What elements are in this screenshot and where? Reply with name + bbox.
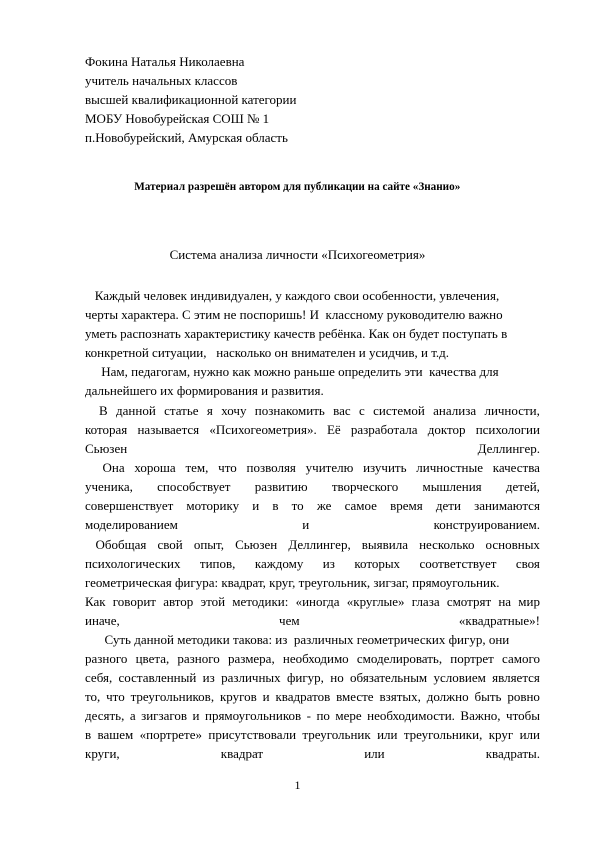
publication-notice: Материал разрешён автором для публикации на сайте «Знанио»: [134, 179, 461, 193]
body-line: которая называется «Психогеометрия». Её разработала доктор психологии: [85, 422, 540, 437]
body-line: круги, квадрат или квадраты.: [85, 746, 540, 761]
body-line: моделированием и конструированием.: [85, 517, 540, 532]
body-line: конкретной ситуации, насколько он внимателен и усидчив, и т.д.: [85, 345, 450, 360]
author-line: МОБУ Новобурейская СОШ № 1: [85, 111, 270, 126]
author-line: п.Новобурейский, Амурская область: [85, 130, 288, 145]
author-line: высшей квалификационной категории: [85, 92, 297, 107]
body-line: психологических типов, каждому из которых соответствует своя: [85, 556, 540, 571]
body-line: Сьюзен Деллингер.: [85, 441, 540, 456]
body-line: десять, а зигзагов и прямоугольников - по мере необходимости. Важно, чтобы: [85, 708, 540, 723]
article-title: Система анализа личности «Психогеометрия»: [169, 247, 426, 262]
body-line: геометрическая фигура: квадрат, круг, треугольник, зигзаг, прямоугольник.: [85, 575, 500, 590]
page-number: 1: [294, 778, 301, 792]
body-line: Она хороша тем, что позволяя учителю изучить личностные качества: [102, 460, 540, 475]
body-line: Как говорит автор этой методики: «иногда «круглые» глаза смотрят на мир: [85, 594, 540, 609]
author-line: Фокина Наталья Николаевна: [85, 54, 245, 69]
body-line: совершенствует моторику и в то же самое время дети занимаются: [85, 498, 540, 513]
author-line: учитель начальных классов: [85, 73, 238, 88]
body-line: Обобщая свой опыт, Сьюзен Деллингер, выявила несколько основных: [95, 537, 540, 552]
body-line: то, что треугольников, кругов и квадратов вместе взятых, должно быть ровно: [85, 689, 540, 704]
body-line: ученика, способствует развитию творческого мышления детей,: [85, 479, 540, 494]
body-line: уметь распознать характеристику качеств ребёнка. Как он будет поступать в: [85, 326, 508, 341]
body-line: Каждый человек индивидуален, у каждого свои особенности, увлечения,: [85, 288, 500, 303]
body-line: Суть данной методики такова: из различных геометрических фигур, они: [85, 632, 510, 647]
body-line: дальнейшего их формирования и развития.: [85, 383, 324, 398]
body-line: В данной статье я хочу познакомить вас с системой анализа личности,: [99, 403, 540, 418]
body-line: в вашем «портрете» присутствовали треугольник или треугольники, круг или: [85, 727, 540, 742]
body-line: черты характера. С этим не поспоришь! И классному руководителю важно: [85, 307, 503, 322]
body-line: разного цвета, разного размера, необходимо смоделировать, портрет самого: [85, 651, 540, 666]
body-line: Нам, педагогам, нужно как можно раньше определить эти качества для: [85, 364, 499, 379]
body-line: иначе, чем «квадратные»!: [85, 613, 540, 628]
body-line: себя, составленный из различных фигур, но обязательным условием является: [85, 670, 540, 685]
author-block: [85, 52, 296, 147]
